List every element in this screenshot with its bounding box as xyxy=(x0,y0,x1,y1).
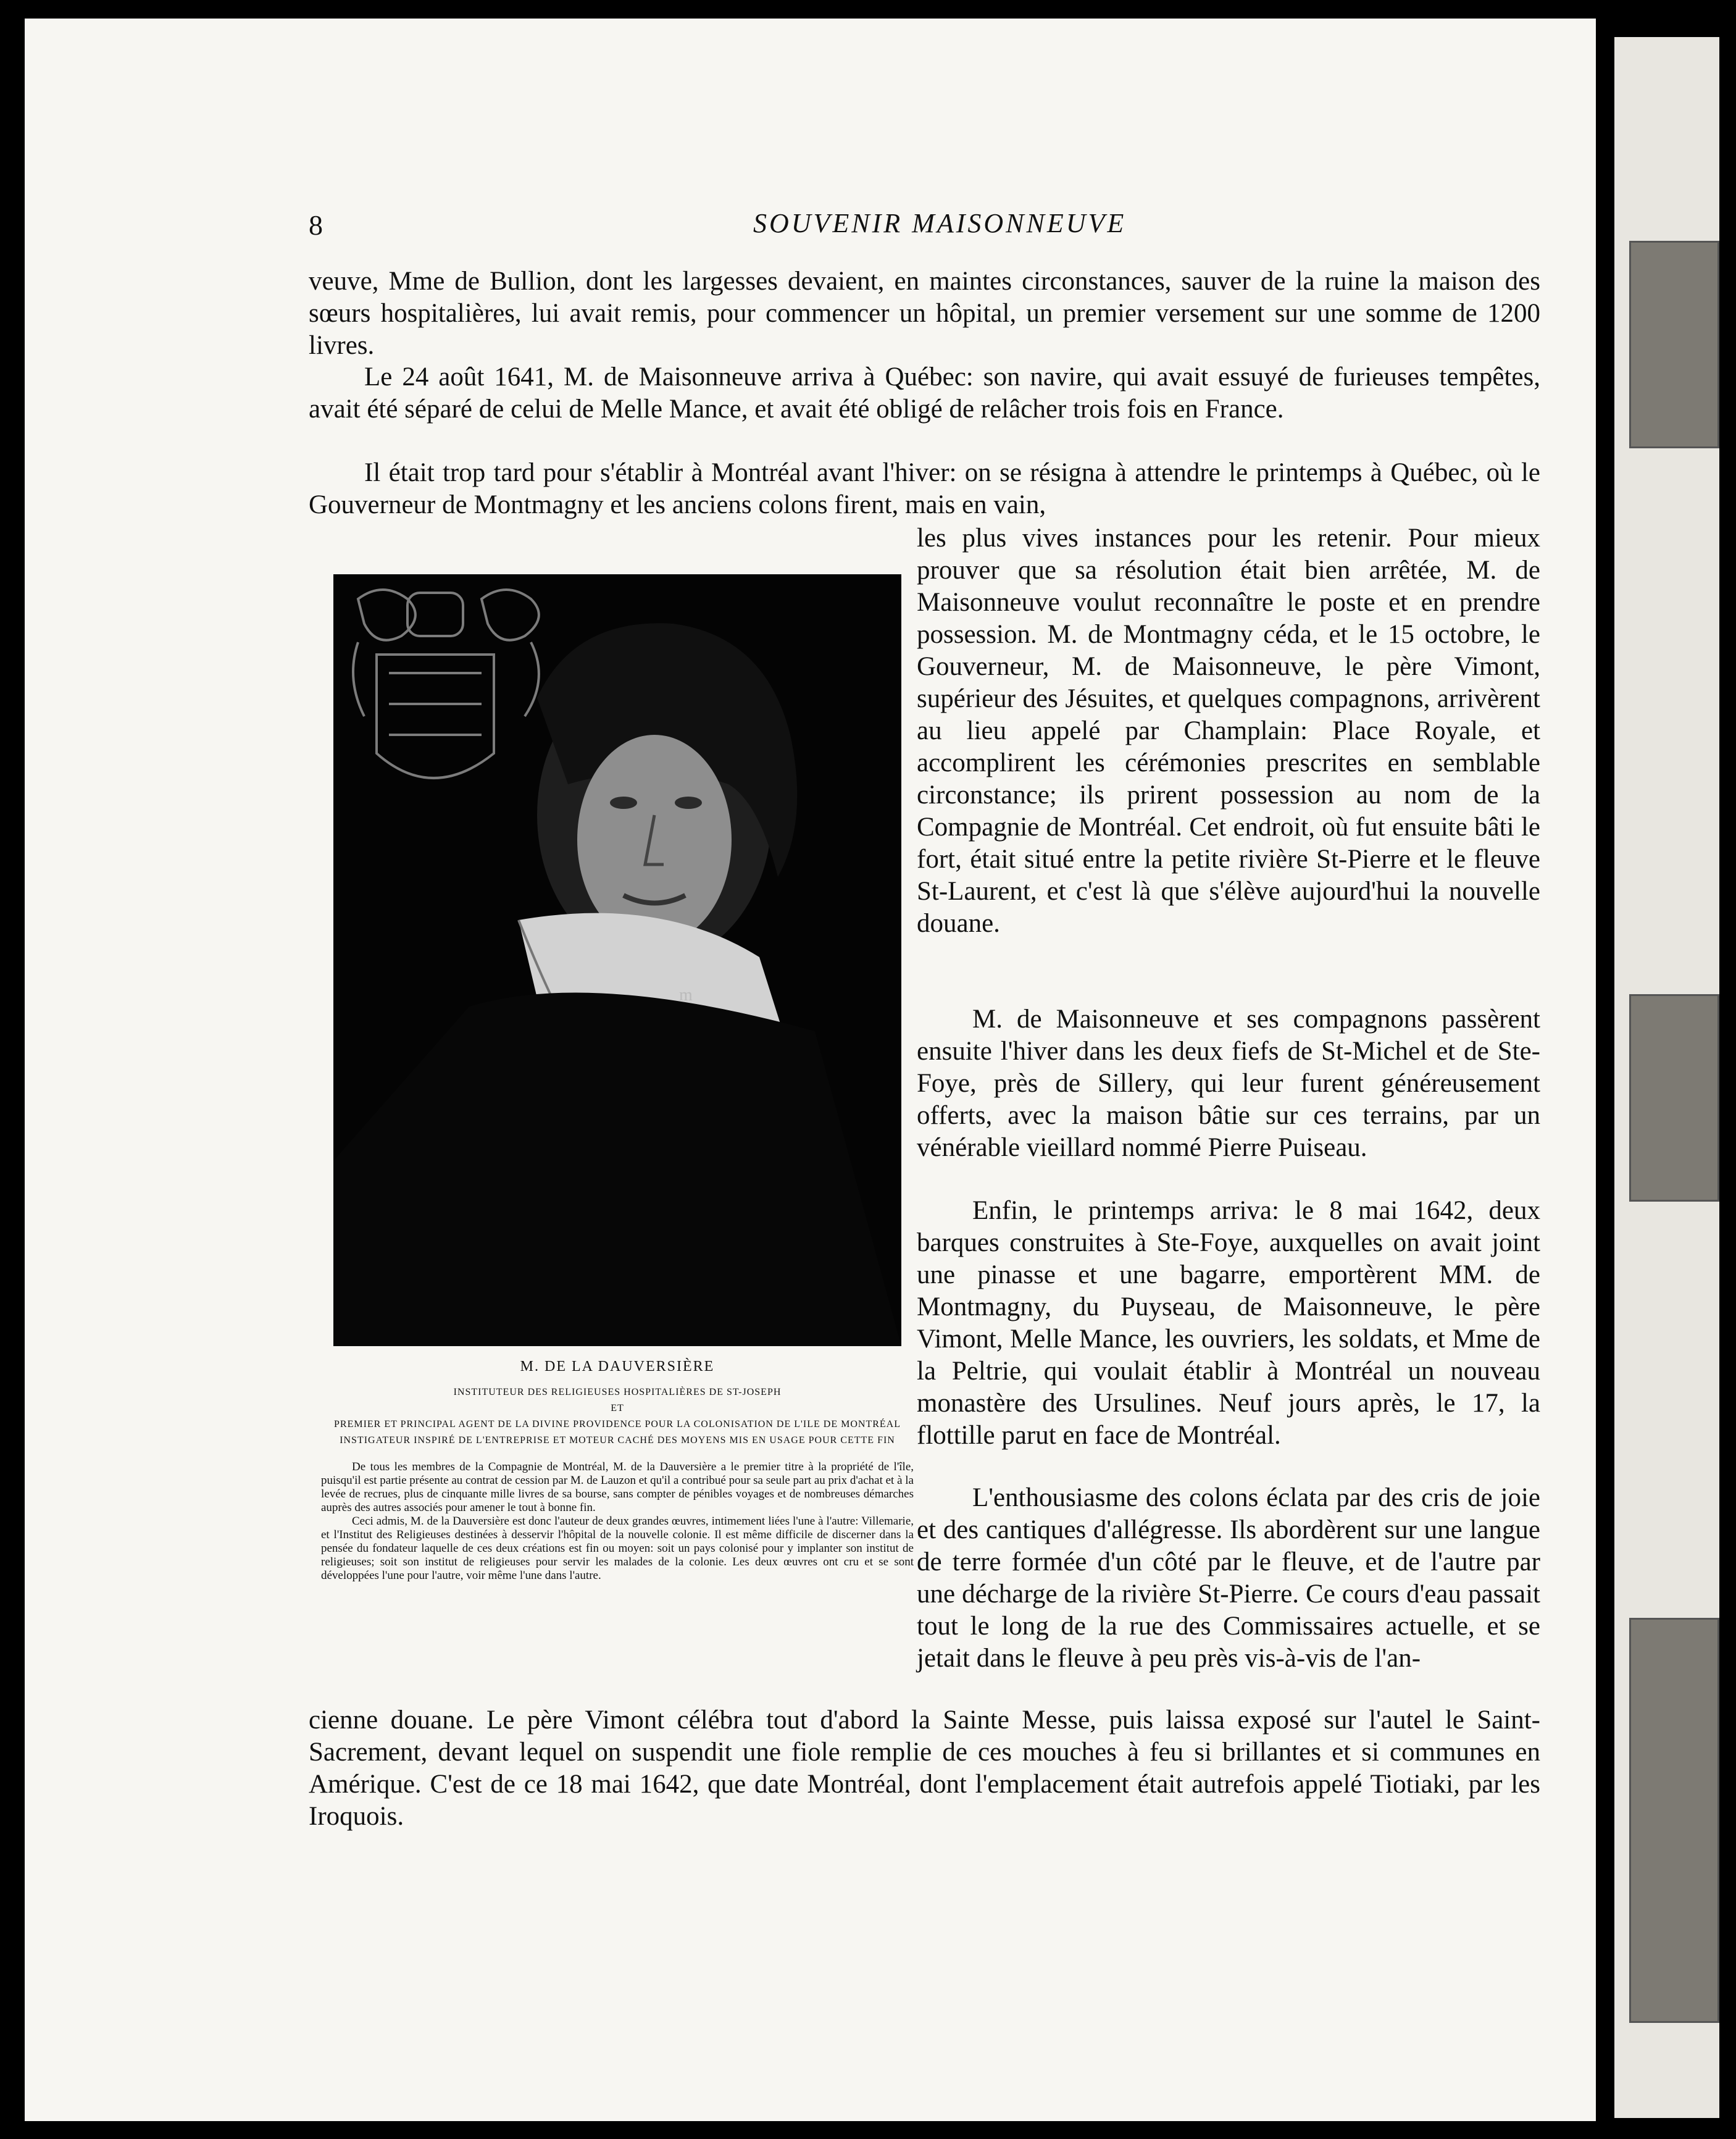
document-page xyxy=(25,19,1596,2121)
paragraph-4: M. de Maisonneuve et ses compagnons passèrent ensuite l'hiver dans les deux fiefs de St-Michel et de Ste-Foye, près de Sillery, qui leur furent généreusement offerts, avec la maison bâtie sur ces terrains, par un vénérable vieillard nommé Pierre Puiseau. xyxy=(917,1005,1540,1162)
adjacent-plate-1 xyxy=(1629,241,1719,448)
svg-text:m: m xyxy=(679,986,693,1005)
paragraph-1: veuve, Mme de Bullion, dont les largesses devaient, en maintes circonstances, sauver de la ruine la maison des sœurs hospitalières, lui avait remis, pour commencer un hôpital, un premier versement sur une somme de 1200 livres. xyxy=(309,267,1540,360)
caption-line-4: INSTIGATEUR INSPIRÉ DE L'ENTREPRISE ET MOTEUR CACHÉ DES MOYENS MIS EN USAGE POUR CETTE FIN xyxy=(340,1435,895,1446)
portrait-image xyxy=(333,574,901,1346)
paragraph-6-full: cienne douane. Le père Vimont célébra tout d'abord la Sainte Messe, puis laissa exposé sur l'autel le Saint-Sacrement, devant lequel on suspendit une fiole remplie de ces mouches à feu si brillantes et si communes en Amérique. C'est de ce 18 mai 1642, que date Montréal, dont l'emplacement était autrefois appelé Tiotiaki, par les Iroquois. xyxy=(309,1706,1540,1831)
paragraph-2: Le 24 août 1641, M. de Maisonneuve arriva à Québec: son navire, qui avait essuyé de furieuses tempêtes, avait été séparé de celui de Melle Mance, et avait été obligé de relâcher trois fois en France. xyxy=(309,362,1540,424)
adjacent-page-edge xyxy=(1614,37,1719,2118)
caption-body-2: Ceci admis, M. de la Dauversière est donc l'auteur de deux grandes œuvres, intimement liées l'une à l'autre: Villemarie, et l'Institut des Religieuses destinées à desservir l'hôpital de la nouvelle colonie. Il est même difficile de discerner dans la pensée du fondateur laquelle de ces deux créations est fin ou moyen: soit un pays colonisé pour y implanter son institut de religieuses; soit son institut de religieuses pour servir les malades de la colonie. Les deux œuvres ont cru et se sont développées l'une pour l'autre, voir même l'une dans l'autre. xyxy=(321,1515,914,1582)
paragraph-6-column: L'enthousiasme des colons éclata par des cris de joie et des cantiques d'allégresse. Ils abordèrent sur une langue de terre formée d'un côté par le fleuve, et de l'autre par une décharge de la rivière St-Pierre. Ce cours d'eau passait tout le long de la rue des Commissaires actuelle, et se jetait dans le fleuve à peu près vis-à-vis de l'an- xyxy=(917,1483,1540,1673)
portrait-caption xyxy=(321,1358,914,1583)
portrait-engraving xyxy=(333,574,901,1346)
adjacent-plate-2 xyxy=(1629,994,1719,1202)
caption-body-1: De tous les membres de la Compagnie de Montréal, M. de la Dauversière a le premier titre à la propriété de l'île, puisqu'il est partie présente au contrat de cession par M. de Lauzon et qu'il a contribué pour sa seule part au prix d'achat et à la levée de recrues, plus de cinquante mille livres de sa bourse, sans compter de pénibles voyages et de nombreuses démarches auprès des autres associés pour amener le tout à bonne fin. xyxy=(321,1460,914,1514)
caption-line-3: PREMIER ET PRINCIPAL AGENT DE LA DIVINE PROVIDENCE POUR LA COLONISATION DE L'ILE DE MONTRÉAL xyxy=(334,1419,901,1429)
paragraph-3-column: les plus vives instances pour les retenir. Pour mieux prouver que sa résolution était bien arrêtée, M. de Maisonneuve voulut reconnaître le poste et en prendre possession. M. de Montmagny céda, et le 15 octobre, le Gouverneur, M. de Maisonneuve, le père Vimont, supérieur des Jésuites, et quelques compagnons, arrivèrent au lieu appelé par Champlain: Place Royale, et accomplirent les cérémonies prescrites en semblable circonstance; ils prirent possession au nom de la Compagnie de Montréal. Cet endroit, où fut ensuite bâti le fort, était situé entre la petite rivière St-Pierre et le fleuve St-Laurent, et c'est là que s'élève aujourd'hui la nouvelle douane. xyxy=(917,524,1540,938)
caption-line-1: INSTITUTEUR DES RELIGIEUSES HOSPITALIÈRES DE ST-JOSEPH xyxy=(453,1387,782,1397)
paragraph-5: Enfin, le printemps arriva: le 8 mai 1642, deux barques construites à Ste-Foye, auxquelles on avait joint une pinasse et une bagarre, emportèrent MM. de Montmagny, du Puyseau, de Maisonneuve, le père Vimont, Melle Mance, les ouvriers, les soldats, et Mme de la Peltrie, qui voulait établir à Montréal un nouveau monastère des Ursulines. Neuf jours après, le 17, la flottille parut en face de Montréal. xyxy=(917,1196,1540,1450)
page-header xyxy=(309,204,1543,247)
adjacent-plate-3 xyxy=(1629,1618,1719,2023)
running-title: SOUVENIR MAISONNEUVE xyxy=(753,208,1127,238)
paragraph-3-full: Il était trop tard pour s'établir à Montréal avant l'hiver: on se résigna à attendre le printemps à Québec, où le Gouverneur de Montmagny et les anciens colons firent, mais en vain, xyxy=(309,458,1540,519)
caption-line-2: ET xyxy=(611,1403,624,1413)
page-number: 8 xyxy=(309,209,323,241)
caption-name: M. DE LA DAUVERSIÈRE xyxy=(520,1358,715,1375)
